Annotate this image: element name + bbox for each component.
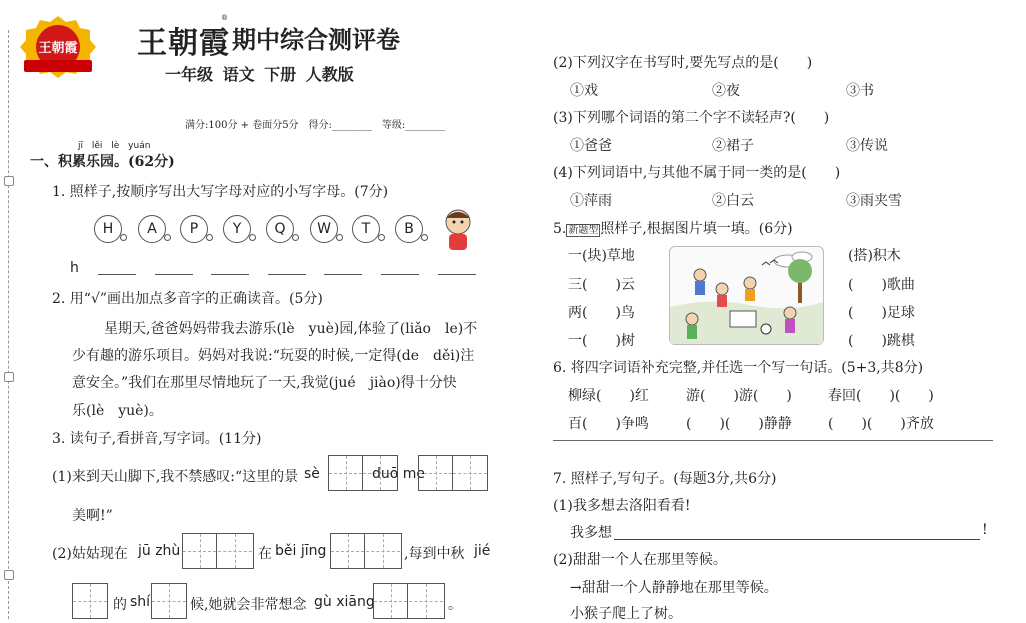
letter-bubble: W: [310, 215, 338, 243]
answer-line[interactable]: [553, 440, 993, 441]
q-choice: (3)下列哪个词语的第二个字不读轻声?( ): [553, 110, 830, 126]
answer-line: [324, 264, 362, 275]
page-title: 期中综合测评卷: [232, 26, 400, 54]
q2-line: 意安全。”我们在那里尽情地玩了一天,我觉(jué jiào)得十分快: [72, 375, 457, 391]
idiom-item: ( )( )齐放: [828, 416, 934, 432]
writing-grid[interactable]: [182, 533, 254, 569]
q2-line: 乐(lè yuè)。: [72, 403, 163, 419]
answer-line: [155, 264, 193, 275]
option[interactable]: ①萍雨: [570, 193, 612, 209]
letter-bubble: Y: [223, 215, 251, 243]
q7-example: (1)我多想去洛阳看看!: [553, 498, 691, 514]
option[interactable]: ③书: [846, 83, 874, 99]
idiom-item: 百( )争鸣: [568, 416, 649, 432]
letter-bubble: H: [94, 215, 122, 243]
pinyin: duō me: [372, 466, 426, 482]
fill-item: (搭)积木: [848, 248, 901, 264]
q7-end: !: [982, 522, 988, 538]
fill-item: 两( )鸟: [568, 305, 635, 321]
writing-grid[interactable]: [72, 583, 108, 619]
page-subtitle: 一年级 语文 下册 人教版: [165, 65, 354, 84]
binding-line: [8, 30, 10, 619]
binding-hole: [4, 372, 14, 382]
q5-number: 5.: [553, 221, 567, 237]
child-icon: [436, 206, 478, 252]
q3-s2-mid: 在: [258, 546, 272, 562]
q3-s2-b: ,每到中秋: [404, 546, 465, 562]
option[interactable]: ②白云: [712, 193, 754, 209]
pinyin: jū zhù: [138, 543, 181, 559]
scene-illustration: [669, 246, 824, 345]
q7-example: →甜甜一个人静静地在那里等候。: [570, 580, 778, 596]
answer-line: [98, 264, 136, 275]
answer-line: [381, 264, 419, 275]
pinyin: gù xiāng: [314, 594, 375, 610]
section-heading: 一、积累乐园。(62分): [30, 154, 175, 170]
pinyin: shí: [130, 594, 151, 610]
pinyin: jié: [474, 543, 491, 559]
q1-prompt: 1. 照样子,按顺序写出大写字母对应的小写字母。(7分): [52, 184, 389, 200]
option[interactable]: ②裙子: [712, 138, 754, 154]
q6-prompt: 6. 将四字词语补充完整,并任选一个写一句话。(5+3,共8分): [553, 360, 924, 376]
q7-example: (2)甜甜一个人在那里等候。: [553, 552, 727, 568]
q3-s3-b: 候,她就会非常想念: [190, 597, 307, 613]
q2-prompt: 2. 用“√”画出加点多音字的正确读音。(5分): [52, 291, 323, 307]
answer-line: [268, 264, 306, 275]
option[interactable]: ①爸爸: [570, 138, 612, 154]
option[interactable]: ③传说: [846, 138, 888, 154]
writing-grid[interactable]: [373, 583, 445, 619]
idiom-item: 柳绿( )红: [568, 388, 649, 404]
letter-bubble: A: [138, 215, 166, 243]
binding-hole: [4, 570, 14, 580]
brand-logo: [16, 14, 100, 80]
fill-item: 一(块)草地: [568, 248, 635, 264]
writing-grid[interactable]: [330, 533, 402, 569]
letter-bubble: P: [180, 215, 208, 243]
pinyin: sè: [304, 466, 320, 482]
letter-bubble: T: [352, 215, 380, 243]
q5-text: 照样子,根据图片填一填。(6分): [600, 221, 793, 237]
option[interactable]: ②夜: [712, 83, 740, 99]
q7-start: 我多想: [570, 525, 612, 541]
letter-bubble: B: [395, 215, 423, 243]
q3-prompt: 3. 读句子,看拼音,写字词。(11分): [52, 431, 262, 447]
writing-grid[interactable]: [151, 583, 187, 619]
answer-example: h: [70, 260, 79, 276]
option[interactable]: ①戏: [570, 83, 598, 99]
q3-s1-end: 美啊!”: [72, 508, 113, 524]
q3-s3-end: 。: [448, 597, 462, 613]
idiom-item: 春回( )( ): [828, 388, 934, 404]
idiom-item: ( )( )静静: [686, 416, 792, 432]
q-choice: (4)下列词语中,与其他不属于同一类的是( ): [553, 165, 841, 181]
writing-grid[interactable]: [418, 455, 488, 491]
pinyin: běi jīng: [275, 543, 327, 559]
q7-sentence: 小猴子爬上了树。: [570, 606, 682, 622]
fill-item: ( )歌曲: [848, 277, 915, 293]
new-type-tag: 新题型: [568, 225, 599, 236]
idiom-item: 游( )游( ): [686, 388, 792, 404]
fill-item: 一( )树: [568, 333, 635, 349]
fill-item: ( )跳棋: [848, 333, 915, 349]
answer-line[interactable]: [614, 539, 980, 540]
q2-line: 星期天,爸爸妈妈带我去游乐(lè yuè)园,体验了(liǎo le)不: [104, 321, 478, 337]
q7-prompt: 7. 照样子,写句子。(每题3分,共6分): [553, 471, 777, 487]
q3-s3-a: 的: [113, 597, 127, 613]
answer-line: [438, 264, 476, 275]
fill-item: 三( )云: [568, 277, 635, 293]
q3-s2: (2)姑姑现在: [52, 546, 128, 562]
letter-bubble: Q: [266, 215, 294, 243]
q3-s1: (1)来到天山脚下,我不禁感叹:“这里的景: [52, 469, 299, 485]
option[interactable]: ③雨夹雪: [846, 193, 902, 209]
q5-prompt: [553, 218, 793, 238]
registered-mark: ®: [221, 14, 228, 22]
q-choice: (2)下列汉字在书写时,要先写点的是( ): [553, 55, 813, 71]
logo-text: 王朝霞: [38, 41, 78, 56]
q2-line: 少有趣的游乐项目。妈妈对我说:“玩耍的时候,一定得(de děi)注: [72, 348, 475, 364]
brand-name: 王朝霞: [137, 26, 230, 61]
fill-item: ( )足球: [848, 305, 915, 321]
score-line: 满分:100分 + 卷面分5分 得分:________ 等级:________: [185, 120, 446, 131]
binding-hole: [4, 176, 14, 186]
section-pinyin: jī lěi lè yuán: [78, 141, 151, 151]
answer-line: [211, 264, 249, 275]
